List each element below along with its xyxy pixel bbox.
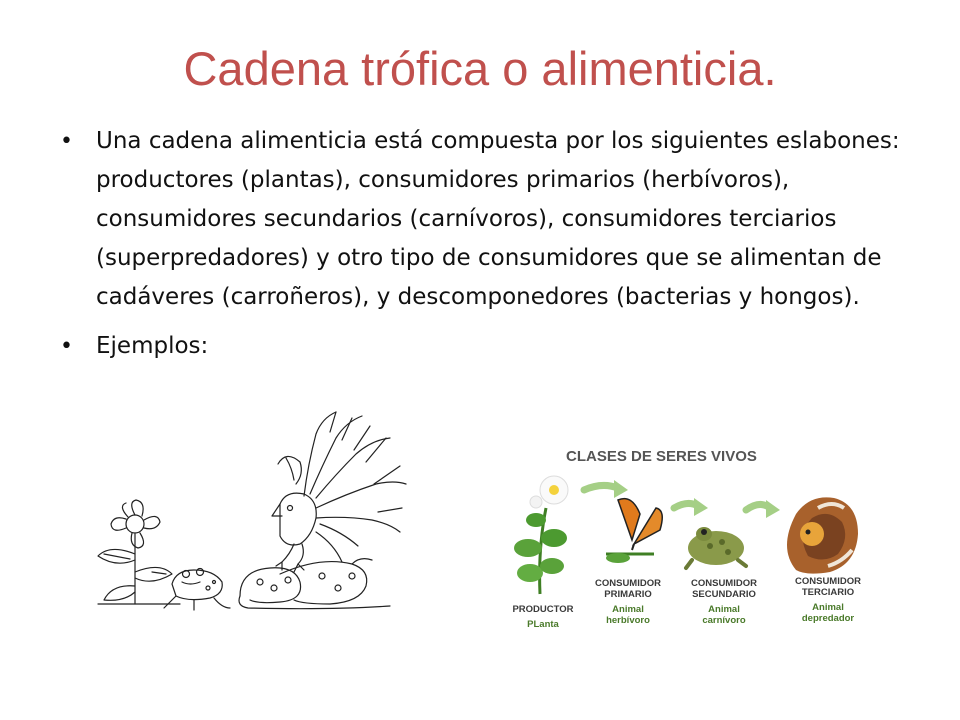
food-chain-drawing (90, 404, 410, 619)
frog-icon (686, 527, 746, 568)
secondary-title-2: SECUNDARIO (692, 589, 756, 600)
tertiary-sub-2: depredador (801, 613, 855, 624)
diagram-heading: CLASES DE SERES VIVOS (566, 448, 757, 465)
bullet-text: Una cadena alimenticia está compuesta por los siguientes eslabones: productores (plantas), consumidores primarios (herbívoros), consumidores secundarios (carnívoros), consumidores terciarios (superpredadores) y otro tipo de consumidores que se alimentan de cadáveres (carroñeros), y descomponedores (bacterias y hongos). (96, 128, 900, 310)
butterfly-icon (606, 499, 662, 563)
bullet-definition (56, 122, 906, 317)
arrow-head-icon (694, 498, 708, 516)
slide-title: Cadena trófica o alimenticia. (183, 42, 777, 95)
primary-title-1: CONSUMIDOR (595, 578, 661, 589)
arrow-head-icon (766, 500, 780, 518)
primary-sub-2: herbívoro (606, 615, 650, 626)
bullet-marker: • (60, 129, 73, 154)
arrow-head-icon (614, 480, 628, 498)
snake-drawing (239, 559, 390, 609)
tertiary-sub-1: Animal (812, 602, 844, 613)
primary-sub-1: Animal (612, 604, 644, 615)
secondary-sub-1: Animal (708, 604, 740, 615)
plant-icon (514, 476, 568, 594)
bullet-marker: • (60, 334, 73, 359)
tertiary-title-1: CONSUMIDOR (795, 576, 861, 587)
bullet-list (56, 122, 906, 376)
classes-diagram (506, 438, 878, 638)
arrow-icon (584, 485, 618, 490)
snake-icon (787, 497, 858, 573)
secondary-sub-2: carnívoro (702, 615, 746, 626)
primary-title-2: PRIMARIO (604, 589, 652, 600)
bullet-examples (56, 327, 906, 366)
bullet-text: Ejemplos: (96, 333, 209, 359)
flower-drawing (98, 500, 180, 604)
secondary-title-1: CONSUMIDOR (691, 578, 757, 589)
eagle-drawing (272, 412, 406, 572)
producer-title: PRODUCTOR (512, 604, 574, 615)
tertiary-title-2: TERCIARIO (801, 587, 855, 598)
producer-subtitle: PLanta (527, 619, 559, 630)
